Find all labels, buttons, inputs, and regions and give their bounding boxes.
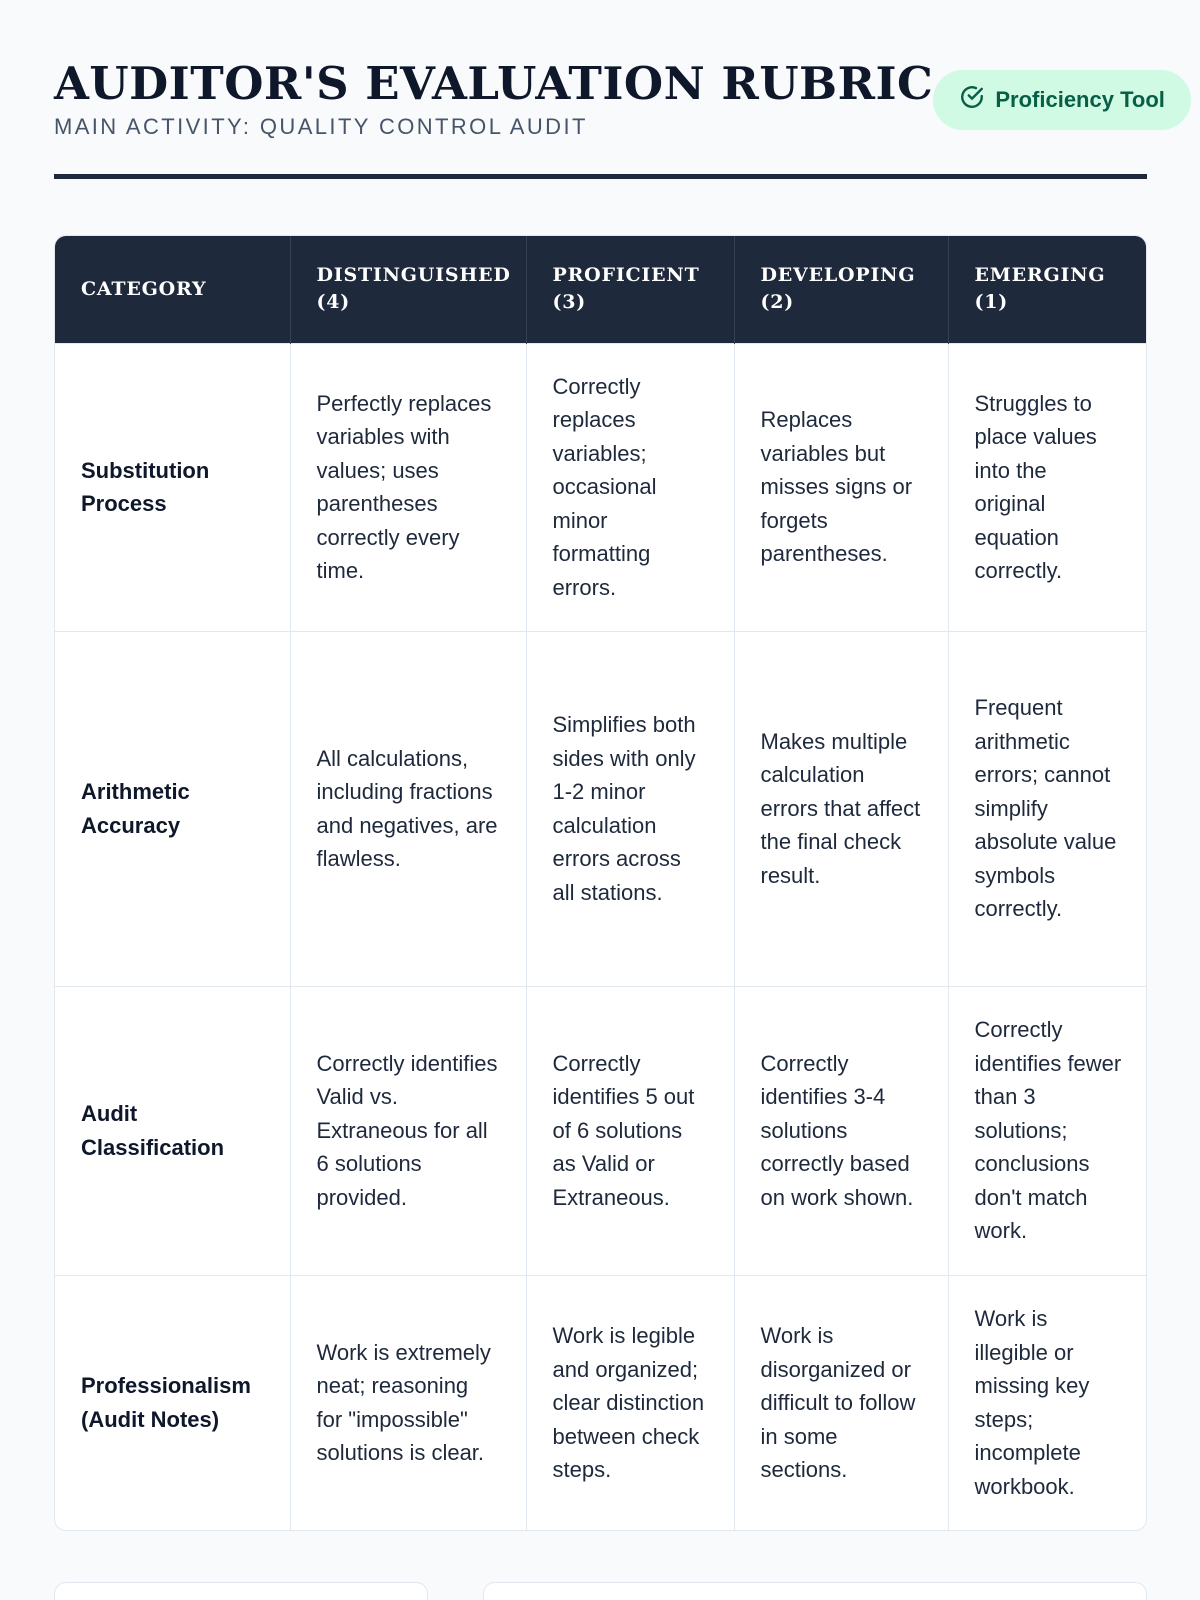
page-title: AUDITOR'S EVALUATION RUBRIC xyxy=(54,57,934,110)
category-cell: Substitution Process xyxy=(55,343,290,631)
table-header-row xyxy=(55,236,1147,343)
footer-card-right xyxy=(483,1582,1147,1600)
table-cell: Perfectly replaces variables with values; uses parentheses correctly every time. xyxy=(290,343,526,631)
table-row xyxy=(55,1275,1147,1530)
table-cell: Work is extremely neat; reasoning for "impossible" solutions is clear. xyxy=(290,1275,526,1530)
table-cell: Correctly identifies Valid vs. Extraneous for all 6 solutions provided. xyxy=(290,986,526,1275)
table-cell: Struggles to place values into the original equation correctly. xyxy=(948,343,1147,631)
table-row xyxy=(55,343,1147,631)
category-cell: Professionalism (Audit Notes) xyxy=(55,1275,290,1530)
table-cell: Correctly identifies 5 out of 6 solutions as Valid or Extraneous. xyxy=(526,986,734,1275)
header-category: CATEGORY xyxy=(55,236,290,343)
title-block xyxy=(54,56,933,140)
category-cell: Arithmetic Accuracy xyxy=(55,631,290,986)
table-cell: Replaces variables but misses signs or forgets parentheses. xyxy=(734,343,948,631)
header-developing: DEVELOPING (2) xyxy=(734,236,948,343)
footer-card-left xyxy=(54,1582,428,1600)
table-cell: Correctly identifies 3-4 solutions correctly based on work shown. xyxy=(734,986,948,1275)
check-circle-icon xyxy=(959,84,985,116)
rubric-table xyxy=(54,235,1147,1531)
table-cell: Makes multiple calculation errors that affect the final check result. xyxy=(734,631,948,986)
proficiency-badge xyxy=(933,70,1191,130)
table-row xyxy=(55,631,1147,986)
table-cell: Correctly identifies fewer than 3 solutions; conclusions don't match work. xyxy=(948,986,1147,1275)
page-subtitle: MAIN ACTIVITY: QUALITY CONTROL AUDIT xyxy=(54,114,588,139)
table-cell: Frequent arithmetic errors; cannot simplify absolute value symbols correctly. xyxy=(948,631,1147,986)
header-divider xyxy=(54,174,1147,179)
table-cell: Correctly replaces variables; occasional minor formatting errors. xyxy=(526,343,734,631)
table-cell: Work is illegible or missing key steps; incomplete workbook. xyxy=(948,1275,1147,1530)
table-cell: All calculations, including fractions and negatives, are flawless. xyxy=(290,631,526,986)
table-row xyxy=(55,986,1147,1275)
table-cell: Work is disorganized or difficult to follow in some sections. xyxy=(734,1275,948,1530)
header-distinguished: DISTINGUISHED (4) xyxy=(290,236,526,343)
table-cell: Simplifies both sides with only 1-2 minor calculation errors across all stations. xyxy=(526,631,734,986)
page-header xyxy=(54,56,1165,140)
header-emerging: EMERGING (1) xyxy=(974,264,1106,314)
category-cell: Audit Classification xyxy=(55,986,290,1275)
header-proficient: PROFICIENT (3) xyxy=(526,236,734,343)
table-cell: Work is legible and organized; clear distinction between check steps. xyxy=(526,1275,734,1530)
badge-label: Proficiency Tool xyxy=(995,87,1165,112)
